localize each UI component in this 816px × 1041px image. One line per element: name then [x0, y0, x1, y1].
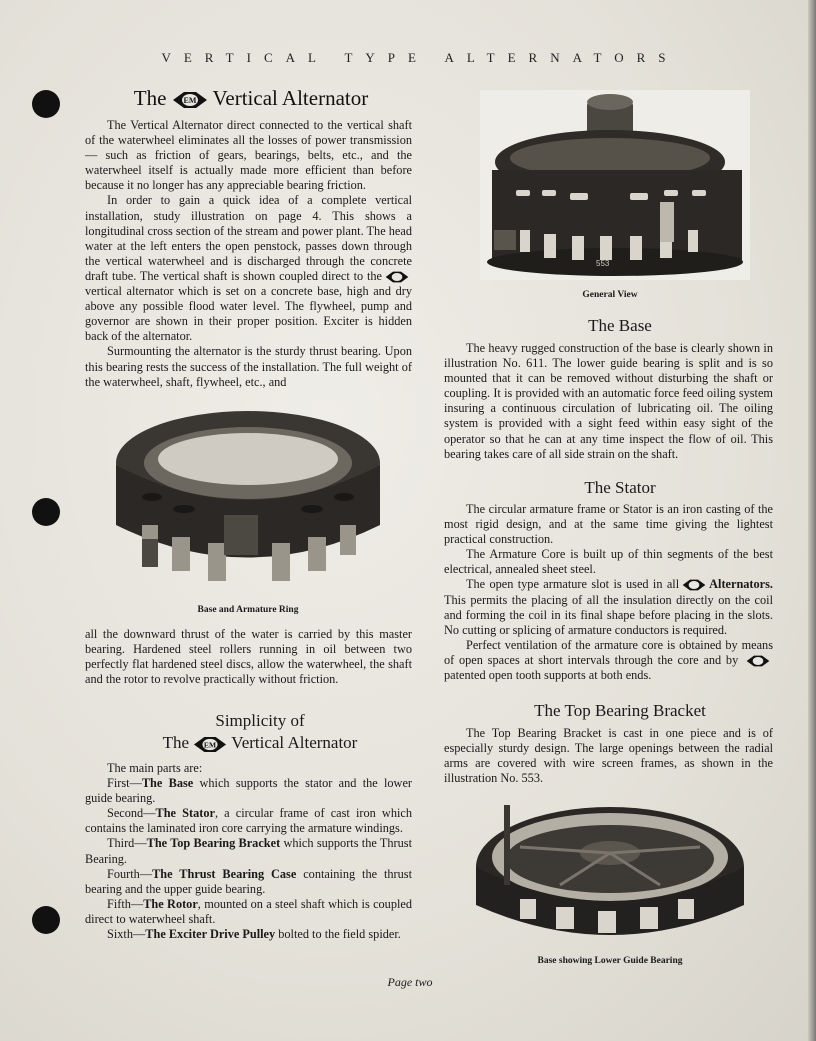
- right-column-bracket: [444, 726, 773, 786]
- em-logo-icon: [745, 655, 771, 667]
- heading-the-stator: The Stator: [584, 478, 656, 497]
- paragraph: The Armature Core is built up of thin segments of the best electrical, annealed sheet steel.: [444, 547, 773, 577]
- right-column-base: [444, 341, 773, 462]
- binder-hole: [32, 90, 60, 118]
- paragraph: [444, 638, 773, 683]
- paragraph-text: In order to gain a quick idea of a complete vertical installation, study illustration on page 4. This shows a longitudinal cross section of the stream and power plant. The head water at the left enters the open penstock, passes down through the vertical waterwheel and is discharged through the concrete draft tube. The vertical shaft is shown coupled direct to the: [85, 193, 412, 283]
- caption-general-view: General View: [582, 290, 638, 300]
- simplicity-title-pre: The: [162, 733, 190, 752]
- simplicity-title-line2: [100, 733, 420, 753]
- left-column-top: [85, 118, 412, 390]
- main-title-pre: The: [133, 86, 167, 110]
- paragraph: [85, 193, 412, 344]
- binder-hole: [32, 498, 60, 526]
- heading-the-base: The Base: [588, 316, 652, 335]
- list-item: [85, 867, 412, 897]
- part-name: The Rotor: [143, 896, 198, 911]
- part-name: The Thrust Bearing Case: [152, 866, 297, 881]
- part-lead: Sixth—: [107, 927, 146, 942]
- part-text: bolted to the field spider.: [275, 927, 401, 942]
- parts-intro: The main parts are:: [107, 761, 203, 775]
- main-title: [86, 86, 416, 111]
- part-text: which supports the Thrust Bearing.: [85, 836, 413, 866]
- list-item: [85, 897, 412, 927]
- list-item: [85, 776, 412, 806]
- list-item: [85, 806, 412, 836]
- part-name: The Exciter Drive Pulley: [145, 927, 276, 942]
- paragraph-text: The open type armature slot is used in all: [466, 577, 680, 592]
- list-item: [85, 836, 412, 866]
- part-text: , mounted on a steel shaft which is coupled direct to waterwheel shaft.: [85, 896, 412, 926]
- part-name: The Top Bearing Bracket: [146, 836, 281, 851]
- em-logo-icon: [384, 271, 410, 283]
- em-logo-icon: [172, 91, 208, 109]
- paragraph-text: patented open tooth supports at both ends.: [444, 668, 652, 683]
- part-lead: Second—: [107, 806, 156, 821]
- page-number: Page two: [387, 975, 433, 989]
- part-lead: Third—: [107, 836, 147, 851]
- paragraph: The Vertical Alternator direct connected to the vertical shaft of the waterwheel eliminates all the losses of power transmission — such as friction of gears, bearings, belts, etc., and the waterwheel itself is actually made more efficient than before because it no longer has any appreciable bearing friction.: [85, 118, 412, 193]
- paragraph: all the downward thrust of the water is carried by this master bearing. Hardened steel rollers running in oil between two perfectly flat hardened steel discs, allow the waterwheel, the shaft and the rotor to revolve practically without friction.: [85, 627, 412, 687]
- svg-text:EM: EM: [204, 739, 217, 749]
- caption-lower-guide-bearing: Base showing Lower Guide Bearing: [537, 956, 683, 966]
- part-lead: Fourth—: [107, 866, 153, 881]
- paragraph-bold: Alternators.: [709, 577, 773, 592]
- em-logo-icon: [681, 579, 707, 591]
- part-name: The Base: [141, 776, 194, 791]
- part-text: containing the thrust bearing and the upper guide bearing.: [85, 866, 412, 896]
- left-column-middle: [85, 627, 412, 687]
- part-text: , a circular frame of cast iron which contains the laminated iron core carrying the armature windings.: [85, 806, 412, 836]
- right-column-stator: [444, 502, 773, 683]
- part-text: which supports the stator and the lower guide bearing.: [85, 776, 412, 806]
- parts-list: [85, 761, 412, 942]
- heading-top-bearing-bracket: The Top Bearing Bracket: [534, 701, 706, 720]
- paragraph: Surmounting the alternator is the sturdy thrust bearing. Upon this bearing rests the success of the installation. The full weight of the waterwheel, shaft, flywheel, etc., and: [85, 344, 412, 389]
- main-title-post: Vertical Alternator: [212, 86, 369, 110]
- paragraph-text: vertical alternator which is set on a concrete base, high and dry above any possible flood water level. The flywheel, pump and governor are shown in their proper position. Exciter is hidden back of the alternator.: [85, 284, 412, 344]
- general-view-photo: [480, 90, 750, 280]
- page-edge-shadow: [808, 0, 816, 1041]
- simplicity-title-line1: Simplicity of: [215, 711, 305, 730]
- paragraph-text: This permits the placing of all the insulation directly on the coil and forming the coil in its final shape before placing in the slots. No cutting or splicing of armature conductors is required.: [444, 592, 773, 637]
- part-lead: Fifth—: [107, 896, 144, 911]
- running-head: VERTICAL TYPE ALTERNATORS: [161, 50, 679, 65]
- list-item: [85, 927, 412, 942]
- generator-plate-number: 553: [596, 259, 610, 268]
- paragraph: The Top Bearing Bracket is cast in one piece and is of especially sturdy design. The large openings between the radial arms are covered with wire screen frames, as shown in the illustration No. 553.: [444, 726, 773, 786]
- paragraph: The heavy rugged construction of the base is clearly shown in illustration No. 611. The lower guide bearing is split and is so mounted that it can be removed without disturbing the shaft or coupling. It is provided with an automatic force feed oiling system insuring a continuous circulation of lubricating oil. The oiling system is provided with a sight feed within easy sight of the operator so that he can at any time inspect the flow of oil. This bearing takes care of all side strain on the shaft.: [444, 341, 773, 461]
- paragraph: [444, 577, 773, 637]
- caption-armature-ring: Base and Armature Ring: [197, 605, 299, 615]
- svg-text:EM: EM: [183, 96, 197, 106]
- lower-guide-bearing-photo: [470, 795, 750, 955]
- part-lead: First—: [107, 776, 142, 791]
- armature-ring-photo: [112, 405, 384, 605]
- paragraph: The circular armature frame or Stator is an iron casting of the most rigid design, and at the same time giving the lightest practical construction.: [444, 502, 773, 547]
- paragraph-text: Perfect ventilation of the armature core is obtained by means of open spaces at short intervals through the core and by: [444, 637, 773, 667]
- part-name: The Stator: [155, 806, 215, 821]
- em-logo-icon: [193, 736, 227, 753]
- binder-hole: [32, 906, 60, 934]
- simplicity-title-post: Vertical Alternator: [231, 733, 358, 752]
